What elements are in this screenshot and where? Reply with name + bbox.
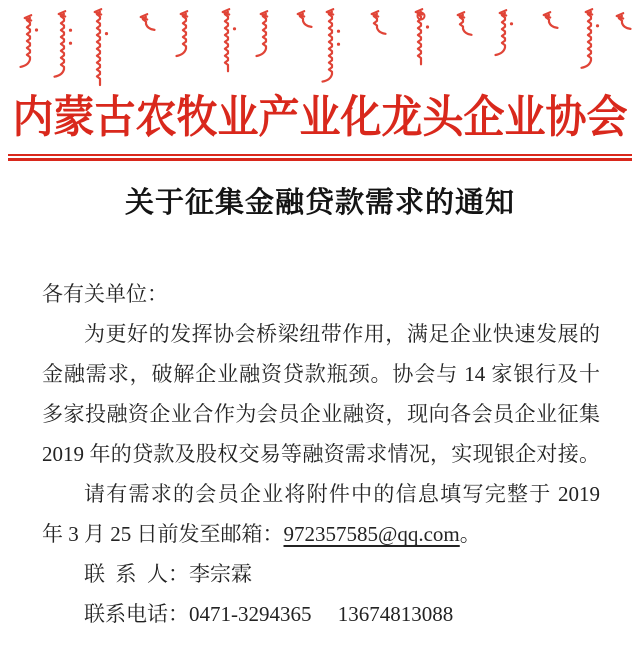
email-line bbox=[42, 514, 600, 554]
letterhead-double-rule bbox=[8, 154, 632, 161]
body-line: 请有需求的会员企业将附件中的信息填写完整于 2019 bbox=[84, 482, 600, 506]
body-line: 金融需求，破解企业融资贷款瓶颈。协会与 14 家银行及十 bbox=[42, 362, 600, 386]
letterhead bbox=[0, 0, 640, 161]
notice-title: 关于征集金融贷款需求的通知 bbox=[124, 187, 515, 219]
body-line: 2019 年的贷款及股权交易等融资需求情况，实现银企对接。 bbox=[42, 442, 600, 466]
email-line-prefix: 年 3 月 25 日前发至邮箱： bbox=[42, 522, 284, 546]
email-link[interactable]: 972357585@qq.com bbox=[283, 522, 460, 546]
email-line-period: 。 bbox=[459, 522, 481, 546]
salutation: 各有关单位： bbox=[42, 282, 168, 306]
mongolian-script-decoration bbox=[0, 0, 640, 90]
notice-body bbox=[42, 274, 600, 634]
body-line: 多家投融资企业合作为会员企业融资，现向各会员企业征集 bbox=[42, 402, 600, 426]
org-name-title: 内蒙古农牧业产业化龙头企业协会 bbox=[12, 92, 628, 142]
contact-phone-line: 联系电话：0471-3294365 13674813088 bbox=[84, 602, 454, 626]
contact-person-line: 联 系 人：李宗霖 bbox=[84, 562, 252, 586]
body-line: 为更好的发挥协会桥梁纽带作用，满足企业快速发展的 bbox=[84, 322, 600, 346]
